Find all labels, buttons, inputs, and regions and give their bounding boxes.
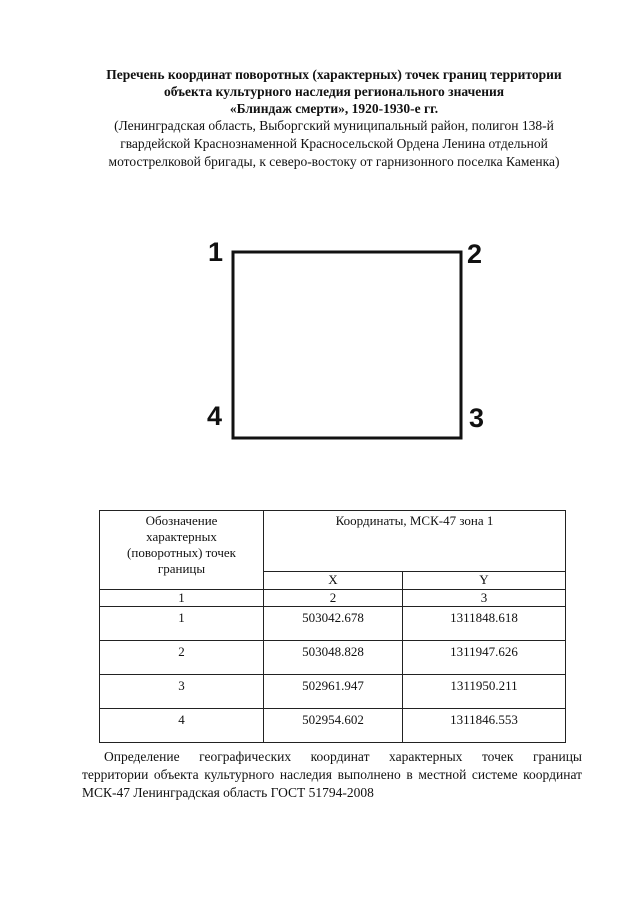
location-line-3: мотострелковой бригады, к северо-востоку от гарнизонного поселка Каменка) (108, 154, 560, 169)
point-cell: 3 (100, 675, 264, 709)
title-line-2: объекта культурного наследия регионального значения (163, 84, 505, 99)
table-row (100, 641, 566, 675)
header-coordinates: Координаты, МСК-47 зона 1 (264, 511, 566, 572)
header-x: X (264, 571, 403, 589)
point-label-2: 2 (467, 239, 483, 269)
column-number-row (100, 590, 566, 607)
coordinate-system-note (82, 748, 582, 802)
footer-line-3: МСК-47 Ленинградская область ГОСТ 51794-2008 (82, 785, 374, 800)
point-label-3: 3 (469, 403, 485, 433)
header-left-line: Обозначение (145, 513, 218, 528)
y-cell: 1311848.618 (403, 607, 566, 641)
header-left-line: (поворотных) точек (127, 545, 236, 560)
title-line-1: Перечень координат поворотных (характерных) точек границ территории (106, 67, 562, 82)
header-left-line: границы (157, 561, 206, 576)
column-number: 3 (403, 590, 566, 607)
column-number: 2 (264, 590, 403, 607)
x-cell: 503048.828 (264, 641, 403, 675)
column-number: 1 (100, 590, 264, 607)
footer-line-1: Определение географических координат характерных точек границы (104, 749, 582, 764)
x-cell: 503042.678 (264, 607, 403, 641)
document-header (60, 66, 608, 171)
table-row (100, 709, 566, 743)
location-line-1: (Ленинградская область, Выборгский муниципальный район, полигон 138-й (114, 118, 554, 133)
footer-line-2: территории объекта культурного наследия выполнено в местной системе координат (82, 767, 582, 782)
table-row (100, 675, 566, 709)
header-left-line: характерных (146, 529, 217, 544)
title-line-3: «Блиндаж смерти», 1920-1930-е гг. (229, 101, 439, 116)
header-y: Y (403, 571, 566, 589)
coordinates-table (99, 510, 566, 743)
location-line-2: гвардейской Краснознаменной Красносельской Ордена Ленина отдельной (120, 136, 548, 151)
boundary-polygon (233, 252, 461, 438)
point-cell: 2 (100, 641, 264, 675)
y-cell: 1311846.553 (403, 709, 566, 743)
x-cell: 502961.947 (264, 675, 403, 709)
y-cell: 1311950.211 (403, 675, 566, 709)
header-point-designation (100, 511, 264, 590)
table-row (100, 607, 566, 641)
point-cell: 4 (100, 709, 264, 743)
y-cell: 1311947.626 (403, 641, 566, 675)
point-cell: 1 (100, 607, 264, 641)
x-cell: 502954.602 (264, 709, 403, 743)
point-label-4: 4 (207, 401, 223, 431)
point-label-1: 1 (208, 237, 224, 267)
